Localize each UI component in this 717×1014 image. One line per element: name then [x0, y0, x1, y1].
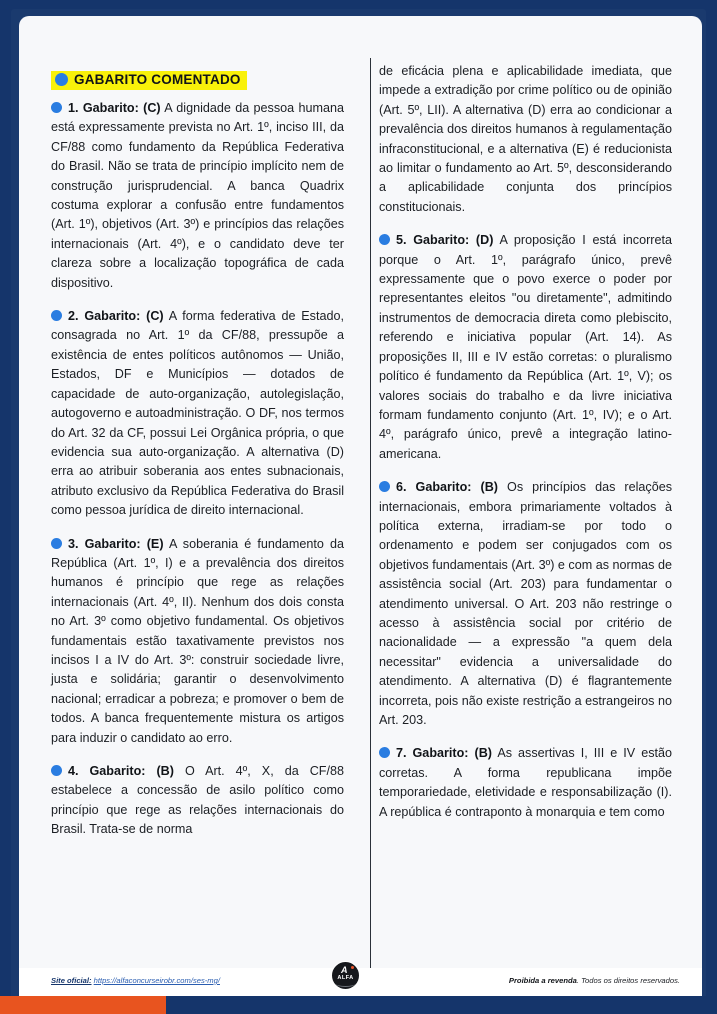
footer-site-label: Site oficial: — [51, 976, 92, 985]
blue-circle-bullet-icon — [51, 765, 62, 776]
answer-text: O Art. 4º, X, da CF/88 estabelece a concessão de asilo político como princípio que rege as relações internacionais do Brasil. Trata-se de norma — [51, 764, 344, 837]
answer-label: 4. Gabarito: (B) — [68, 764, 174, 778]
answer-item-5 — [379, 231, 672, 464]
logo-dot-icon — [351, 966, 354, 969]
answer-label: 7. Gabarito: (B) — [396, 746, 492, 761]
answer-text: Os princípios das relações internacionais, embora primariamente voltados à política externa, irradiam-se por todo o ordenamento e podem ser conjugados com os objetivos fundamentais (Art. 3º) e com as normas de assistência social (Art. 203) para fundamentar o atendimento universal. O Art. 203 não restringe o acesso à assistência social por critério de nacionalidade — a expressão "a quem dela necessitar" evidencia a universalidade do atendimento. A alternativa (D) é flagrantemente incorreta, pois não existe restrição a estrangeiros no Art. 203. — [379, 480, 673, 727]
answer-item-4 — [51, 762, 344, 840]
footer-site-url[interactable]: https://alfaconcurseirobr.com/ses-mg/ — [93, 976, 220, 985]
column-right — [379, 62, 672, 836]
footer-no-resale-label: Proibida a revenda — [508, 976, 577, 985]
logo-wordmark: ALFA — [337, 975, 354, 981]
answer-item-3 — [51, 535, 344, 748]
answer-item-7 — [379, 744, 672, 822]
blue-circle-bullet-icon — [51, 310, 62, 321]
answer-item-2 — [51, 307, 344, 520]
page-title — [51, 71, 247, 90]
answer-label: 2. Gabarito: (C) — [68, 309, 164, 324]
page-footer — [19, 965, 702, 998]
answer-item-1 — [51, 99, 344, 293]
column-divider — [370, 58, 371, 968]
answer-label: 5. Gabarito: (D) — [396, 233, 494, 248]
blue-circle-bullet-icon — [379, 481, 390, 492]
blue-circle-bullet-icon — [51, 102, 62, 113]
footer-rights-label: . Todos os direitos reservados. — [576, 976, 680, 985]
answer-text: A soberania é fundamento da República (Art. 1º, I) e a prevalência dos direitos humanos é princípio que rege as relações internacionais (Art. 4º, II). Nenhum dos dois consta no Art. 3º como objetivo fundamental. Os objetivos fundamentais estão taxativamente previstos nos incisos I a IV do Art. 3º: construir sociedade livre, justa e solidária; garantir o desenvolvimento nacional; erradicar a pobreza; e promover o bem de todos. A banca frequentemente mistura os artigos para induzir o candidato ao erro. — [51, 536, 344, 745]
bottom-bar-orange — [0, 996, 166, 1014]
blue-circle-bullet-icon — [379, 234, 390, 245]
column-left — [51, 99, 344, 854]
answer-item-4-continued — [379, 62, 672, 217]
blue-circle-bullet-icon — [51, 538, 62, 549]
heading-highlight — [51, 71, 247, 90]
logo-swoosh-icon: A — [341, 965, 348, 975]
answer-label: 6. Gabarito: (B) — [396, 480, 499, 495]
footer-site-official — [51, 976, 220, 985]
answer-item-6 — [379, 478, 672, 730]
logo-arc-icon — [336, 981, 355, 987]
heading-label: GABARITO COMENTADO — [74, 72, 241, 87]
blue-circle-bullet-icon — [55, 73, 68, 86]
bottom-bar-navy — [166, 996, 717, 1014]
answer-text: As assertivas I, III e IV estão corretas. A forma republicana impõe temporariedade, eletividade e responsabilização (I). A república é contraponto à monarquia e tem como — [379, 746, 672, 819]
answer-text: A proposição I está incorreta porque o Art. 1º, parágrafo único, prevê expressamente que o povo exerce o poder por representantes eleitos "ou diretamente", admitindo instrumentos de democracia direta como plebiscito, referendo e iniciativa popular (Art. 14). As proposições II, III e IV estão corretas: o pluralismo político é fundamento da República (Art. 1º, V); os valores sociais do trabalho e da livre iniciativa formam fundamento conjunto (Art. 1º, IV); e o Art. 4º, parágrafo único, prevê a integração latino-americana. — [379, 233, 672, 461]
answer-label: 3. Gabarito: (E) — [68, 536, 164, 551]
answer-text: A dignidade da pessoa humana está expressamente prevista no Art. 1º, inciso III, da CF/88 como fundamento da República Federativa do Brasil. Não se trata de princípio implícito nem de construção jurisprudencial. A banca Quadrix costuma explorar a confusão entre fundamentos (Art. 1º), objetivos (Art. 3º) e princípios das relações internacionais (Art. 4º), e o candidato deve ter clareza sobre a localização topográfica de cada dispositivo. — [51, 101, 344, 290]
answer-text: de eficácia plena e aplicabilidade imediata, que impede a extradição por crime político ou de opinião (Art. 5º, LII). A alternativa (D) erra ao condicionar a prevalência dos direitos humanos à regulamentação infraconstitucional, e a alternativa (E) é reducionista ao limitar o fundamento ao Art. 5º, desconsiderando a aplicabilidade conjunta dos princípios constitucionais. — [379, 64, 672, 214]
answer-text: A forma federativa de Estado, consagrada no Art. 1º da CF/88, pressupõe a existência de entes políticos autônomos — União, Estados, DF e Municípios — dotados de capacidade de auto-organização, autolegislação, autogoverno e autoadministração. O DF, nos termos do Art. 32 da CF, possui Lei Orgânica própria, o que evidencia sua auto-organização. A alternativa (D) erra ao atribuir soberania aos entes subnacionais, atributo exclusivo da República Federativa do Brasil como pessoa jurídica de direito internacional. — [51, 309, 344, 518]
alfa-logo-badge-icon — [331, 961, 360, 990]
page-sheet — [19, 16, 702, 998]
footer-copyright — [509, 976, 680, 985]
blue-circle-bullet-icon — [379, 747, 390, 758]
answer-label: 1. Gabarito: (C) — [68, 101, 161, 115]
